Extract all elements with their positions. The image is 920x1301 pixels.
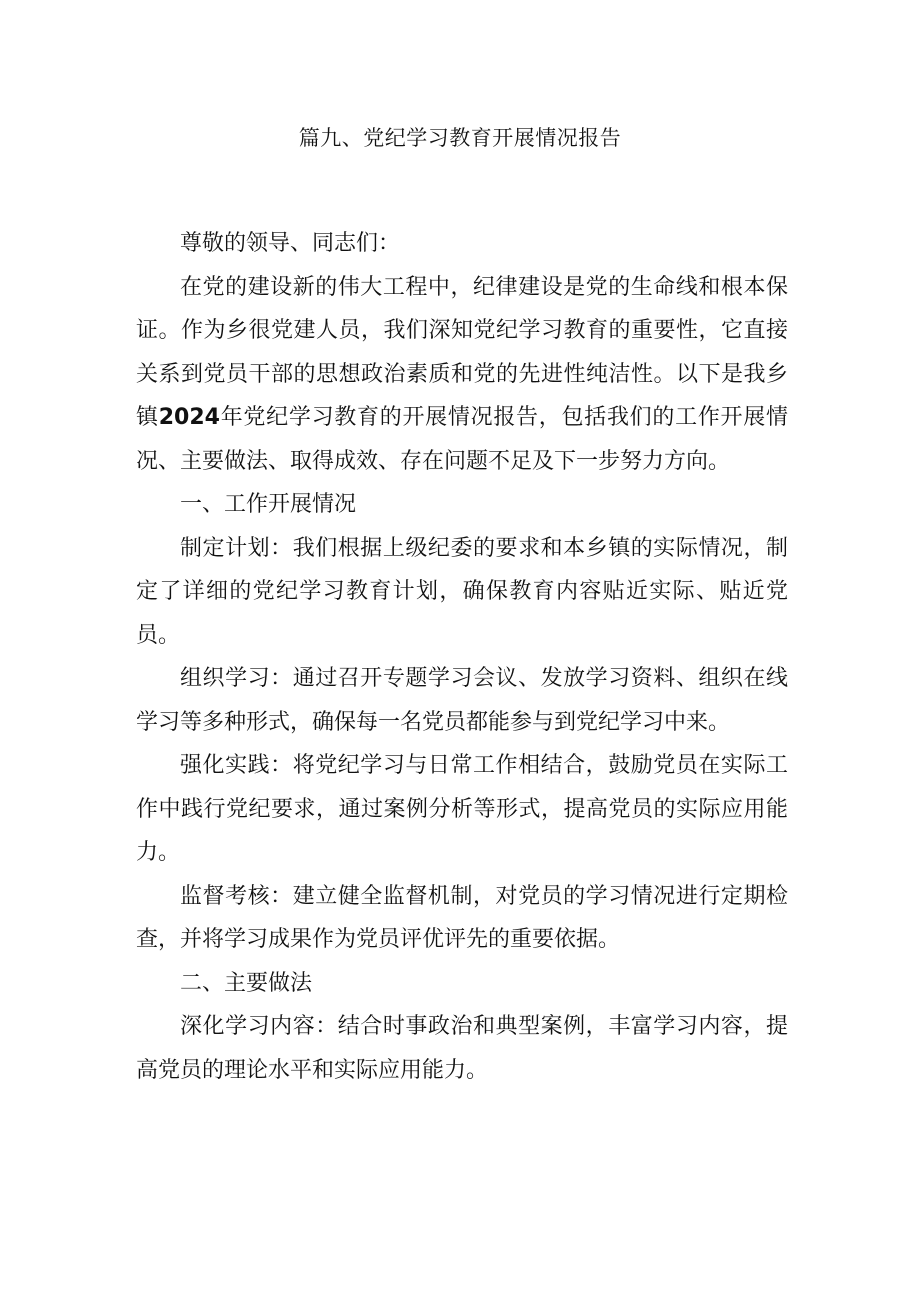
- paragraph-strengthen-practice: 强化实践：将党纪学习与日常工作相结合，鼓励党员在实际工作中践行党纪要求，通过案例分析等形式，提高党员的实际应用能力。: [136, 753, 788, 865]
- intro-text-part-2: 年党纪学习教育的开展情况报告，包括我们的工作开展情况、主要做法、取得成效、存在问题不足及下一步努力方向。: [136, 405, 788, 474]
- salutation: 尊敬的领导、同志们：: [180, 231, 401, 256]
- paragraph-supervision-assessment: 监督考核：建立健全监督机制，对党员的学习情况进行定期检查，并将学习成果作为党员评优评先的重要依据。: [136, 883, 788, 952]
- intro-paragraph: [136, 266, 788, 484]
- document-title: 篇九、党纪学习教育开展情况报告: [298, 126, 622, 150]
- section-heading-work-progress: 一、工作开展情况: [180, 492, 357, 517]
- paragraph-make-plan: 制定计划：我们根据上级纪委的要求和本乡镇的实际情况，制定了详细的党纪学习教育计划，确保教育内容贴近实际、贴近党员。: [136, 535, 788, 648]
- document-body: [136, 222, 788, 1092]
- paragraph-deepen-content: 深化学习内容：结合时事政治和典型案例，丰富学习内容，提高党员的理论水平和实际应用能力。: [136, 1014, 788, 1083]
- paragraph-organize-study: 组织学习：通过召开专题学习会议、发放学习资料、组织在线学习等多种形式，确保每一名党员都能参与到党纪学习中来。: [136, 666, 788, 735]
- intro-text-part-1: 在党的建设新的伟大工程中，纪律建设是党的生命线和根本保证。作为乡很党建人员，我们深知党纪学习教育的重要性，它直接关系到党员干部的思想政治素质和党的先进性纯洁性。以下是我乡镇: [136, 274, 788, 430]
- section-heading-main-practices: 二、主要做法: [180, 970, 313, 996]
- report-year: 2024: [158, 405, 220, 430]
